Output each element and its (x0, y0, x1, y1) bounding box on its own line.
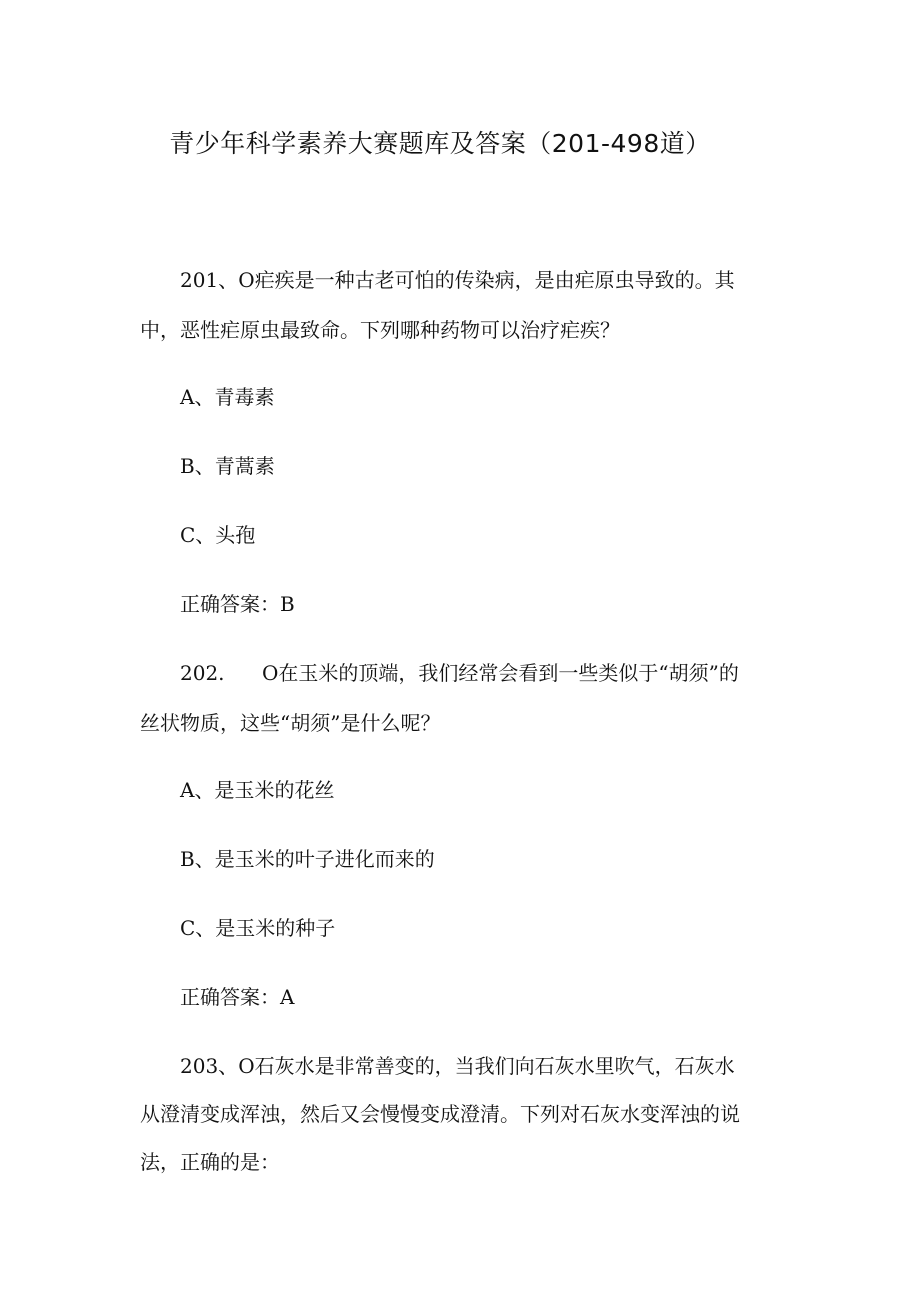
question-number: 203、 (180, 1054, 239, 1078)
question-202-option-a: A、是玉米的花丝 (180, 778, 335, 802)
question-202-line-2: 丝状物质，这些“胡须”是什么呢？ (140, 711, 441, 735)
question-number: 201、 (180, 268, 239, 292)
question-203-line-3: 法，正确的是： (140, 1150, 280, 1174)
question-text: O在玉米的顶端，我们经常会看到一些类似于“胡须”的 (262, 661, 739, 685)
question-203-line-1 (180, 1051, 735, 1081)
question-201-line-2: 中，恶性疟原虫最致命。下列哪种药物可以治疗疟疾？ (140, 318, 620, 342)
question-201-line-1 (180, 265, 735, 295)
question-203-line-2: 从澄清变成浑浊，然后又会慢慢变成澄清。下列对石灰水变浑浊的说 (140, 1102, 740, 1126)
question-201-option-a: A、青毒素 (180, 385, 275, 409)
question-202-option-c: C、是玉米的种子 (180, 916, 336, 940)
question-201-option-c: C、头孢 (180, 523, 256, 547)
question-201-option-b: B、青蒿素 (180, 454, 275, 478)
question-text: O疟疾是一种古老可怕的传染病，是由疟原虫导致的。其 (238, 268, 735, 292)
question-202-answer: 正确答案：A (180, 985, 295, 1009)
question-text: O石灰水是非常善变的，当我们向石灰水里吹气，石灰水 (238, 1054, 735, 1078)
document-title: 青少年科学素养大赛题库及答案（201-498道） (169, 129, 711, 158)
question-201-answer: 正确答案：B (180, 592, 295, 616)
question-202-line-1 (180, 658, 739, 688)
question-202-option-b: B、是玉米的叶子进化而来的 (180, 847, 435, 871)
question-number: 202. (180, 661, 225, 685)
